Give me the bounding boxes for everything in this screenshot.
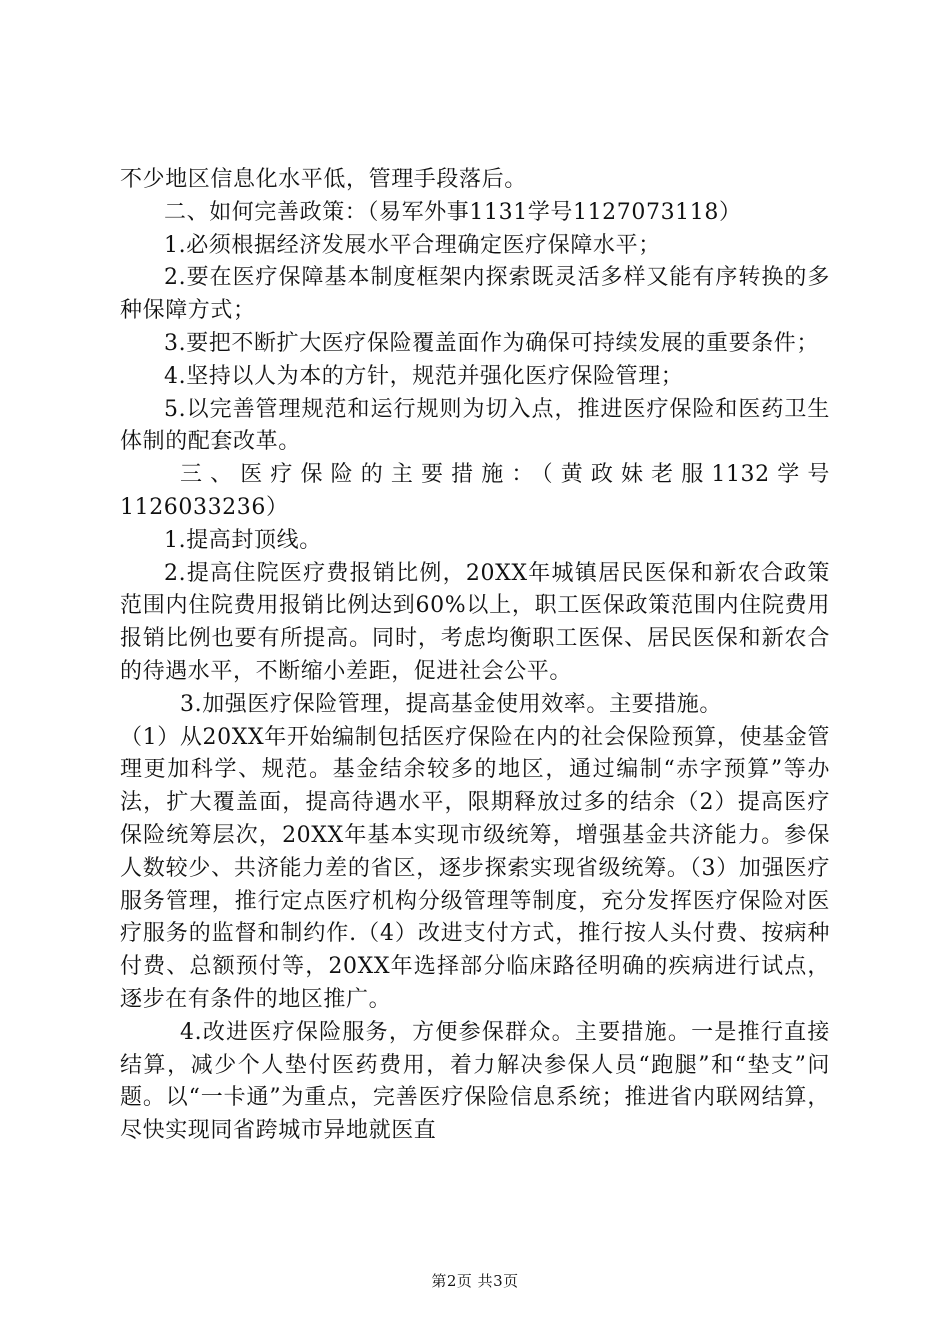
list-item: 1.提高封顶线。 [164, 527, 322, 553]
list-item: 4.改进医疗保险服务，方便参保群众。主要措施。一是推行直接结算，减少个人垫付医药费用，着力解决参保人员“跑腿”和“垫支”问题。以“一卡通”为重点，完善医疗保险信息系统；推进省内联网结算，尽快实现同省跨城市异地就医直 [120, 1019, 830, 1144]
list-item: 3.加强医疗保险管理，提高基金使用效率。主要措施。 [180, 691, 722, 717]
page-number: 第2页 共3页 [431, 1272, 519, 1290]
list-item: 2.提高住院医疗费报销比例，20XX年城镇居民医保和新农合政策范围内住院费用报销比例达到60%以上，职工医保政策范围内住院费用报销比例也要有所提高。同时，考虑均衡职工医保、居民医保和新农合的待遇水平，不断缩小差距，促进社会公平。 [120, 560, 830, 684]
list-item: 2.要在医疗保障基本制度框架内探索既灵活多样又能有序转换的多种保障方式； [120, 265, 830, 324]
section-heading: 三、医疗保险的主要措施：（黄政妹老服1132学号1126033236） [120, 462, 830, 520]
section-heading: 二、如何完善政策：（易军外事1131学号1127073118） [164, 199, 742, 225]
list-item: 5.以完善管理规范和运行规则为切入点，推进医疗保险和医药卫生体制的配套改革。 [120, 396, 830, 455]
list-item: 3.要把不断扩大医疗保险覆盖面作为确保可持续发展的重要条件； [164, 330, 819, 356]
paragraph: 不少地区信息化水平低，管理手段落后。 [120, 167, 527, 192]
paragraph: （1）从20XX年开始编制包括医疗保险在内的社会保险预算，使基金管理更加科学、规范。基金结余较多的地区，通过编制“赤字预算”等办法，扩大覆盖面，提高待遇水平，限期释放过多的结余（2）提高医疗保险统筹层次，20XX年基本实现市级统筹，增强基金共济能力。参保人数较少、共济能力差的省区，逐步探索实现省级统筹。（3）加强医疗服务管理，推行定点医疗机构分级管理等制度，充分发挥医疗保险对医疗服务的监督和制约作.（4）改进支付方式，推行按人头付费、按病种付费、总额预付等，20XX年选择部分临床路径明确的疾病进行试点，逐步在有条件的地区推广。 [120, 724, 830, 1012]
list-item: 4.坚持以人为本的方针，规范并强化医疗保险管理； [164, 363, 684, 389]
body-text [120, 164, 830, 1148]
list-item: 1.必须根据经济发展水平合理确定医疗保障水平； [164, 232, 661, 258]
